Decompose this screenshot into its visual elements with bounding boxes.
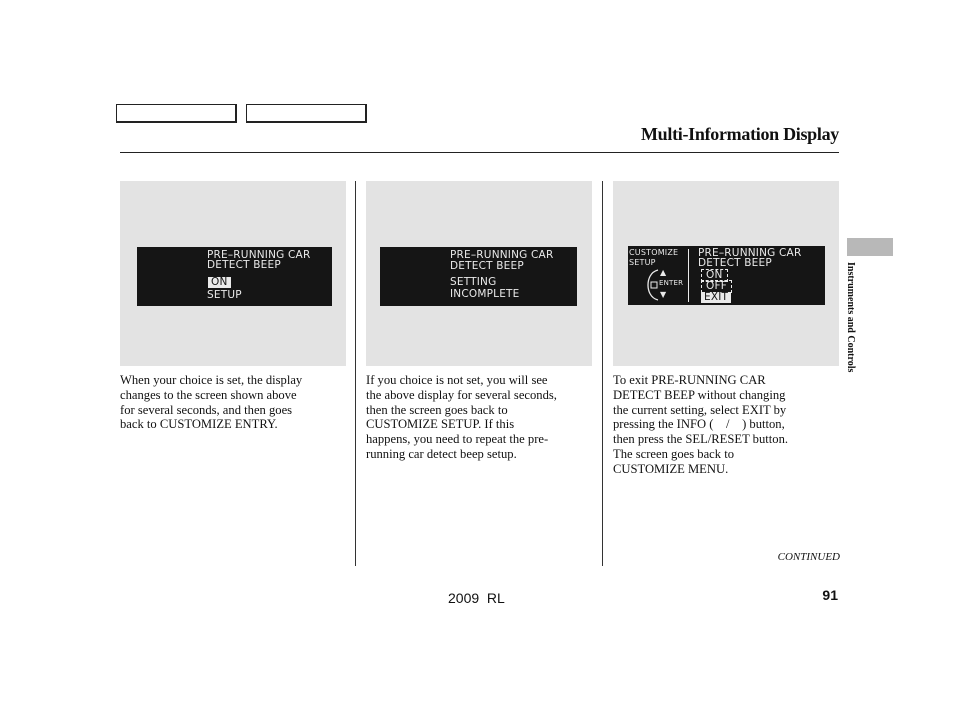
section-tab[interactable] [847, 238, 893, 256]
column-divider-2 [602, 181, 603, 566]
text-line: If you choice is not set, you will see [366, 373, 548, 387]
nav-button-1[interactable] [116, 104, 237, 123]
text-line: To exit PRE-RUNNING CAR [613, 373, 766, 387]
header-rule [120, 152, 839, 153]
page-title: Multi-Information Display [640, 124, 839, 144]
text-line: back to CUSTOMIZE ENTRY. [120, 417, 278, 432]
page-number: 91 [822, 587, 838, 603]
paragraph-2 [366, 373, 596, 462]
nav-button-2[interactable] [246, 104, 367, 123]
text-line: for several seconds, and then goes [120, 402, 293, 417]
text-line: then press the SEL/RESET button. [613, 432, 789, 447]
text-line: happens, you need to repeat the pre- [366, 432, 549, 447]
text-line: changes to the screen shown above [120, 387, 297, 402]
column-divider-1 [355, 181, 356, 566]
lcd-status-line: SETTING [450, 276, 497, 288]
model-label: 2009 RL [448, 590, 505, 606]
lcd-status: SETUP [207, 289, 242, 301]
display-panel-1 [120, 181, 346, 366]
text-line: the above display for several seconds, [366, 387, 557, 402]
lcd-left-line: CUSTOMIZE [629, 248, 679, 257]
paragraph-3 [613, 373, 843, 477]
lcd-line: DETECT BEEP [450, 260, 524, 272]
section-label [845, 262, 863, 422]
text-line: then the screen goes back to [366, 402, 508, 417]
text-line: DETECT BEEP without changing [613, 387, 786, 402]
lcd-status-line: INCOMPLETE [450, 288, 520, 300]
down-arrow-icon: ▼ [660, 290, 667, 299]
text-line: running car detect beep setup. [366, 446, 517, 461]
continued-label: CONTINUED [777, 551, 840, 563]
lcd-line: DETECT BEEP [698, 257, 772, 269]
section-label-text: Instruments and Controls [845, 262, 856, 373]
text-line: When your choice is set, the display [120, 373, 303, 387]
lcd-selected-option: ON [208, 277, 231, 288]
lcd-left-line: SETUP [629, 258, 656, 267]
paragraph-1 [120, 373, 350, 432]
display-panel-2 [366, 181, 592, 366]
display-panel-3 [613, 181, 839, 366]
lcd-exit-option: EXIT [701, 292, 731, 303]
lcd-screen-2 [380, 247, 577, 306]
lcd-screen-3 [628, 246, 825, 305]
up-arrow-icon: ▲ [660, 268, 667, 277]
text-line: CUSTOMIZE SETUP. If this [366, 417, 515, 432]
lcd-option: ON [701, 269, 728, 282]
text-line: pressing the INFO ( / ) button, [613, 417, 785, 432]
lcd-line: PRE–RUNNING CAR [207, 249, 311, 261]
lcd-option: OFF [701, 280, 732, 293]
lcd-line: PRE–RUNNING CAR [698, 247, 802, 259]
text-line: CUSTOMIZE MENU. [613, 461, 729, 476]
text-line: the current setting, select EXIT by [613, 402, 787, 417]
lcd-line: DETECT BEEP [207, 259, 281, 271]
lcd-screen-1 [137, 247, 332, 306]
lcd-line: PRE–RUNNING CAR [450, 249, 554, 261]
lcd-enter-label: ENTER [659, 279, 684, 287]
lcd-divider [688, 249, 689, 302]
text-line: The screen goes back to [613, 446, 734, 461]
